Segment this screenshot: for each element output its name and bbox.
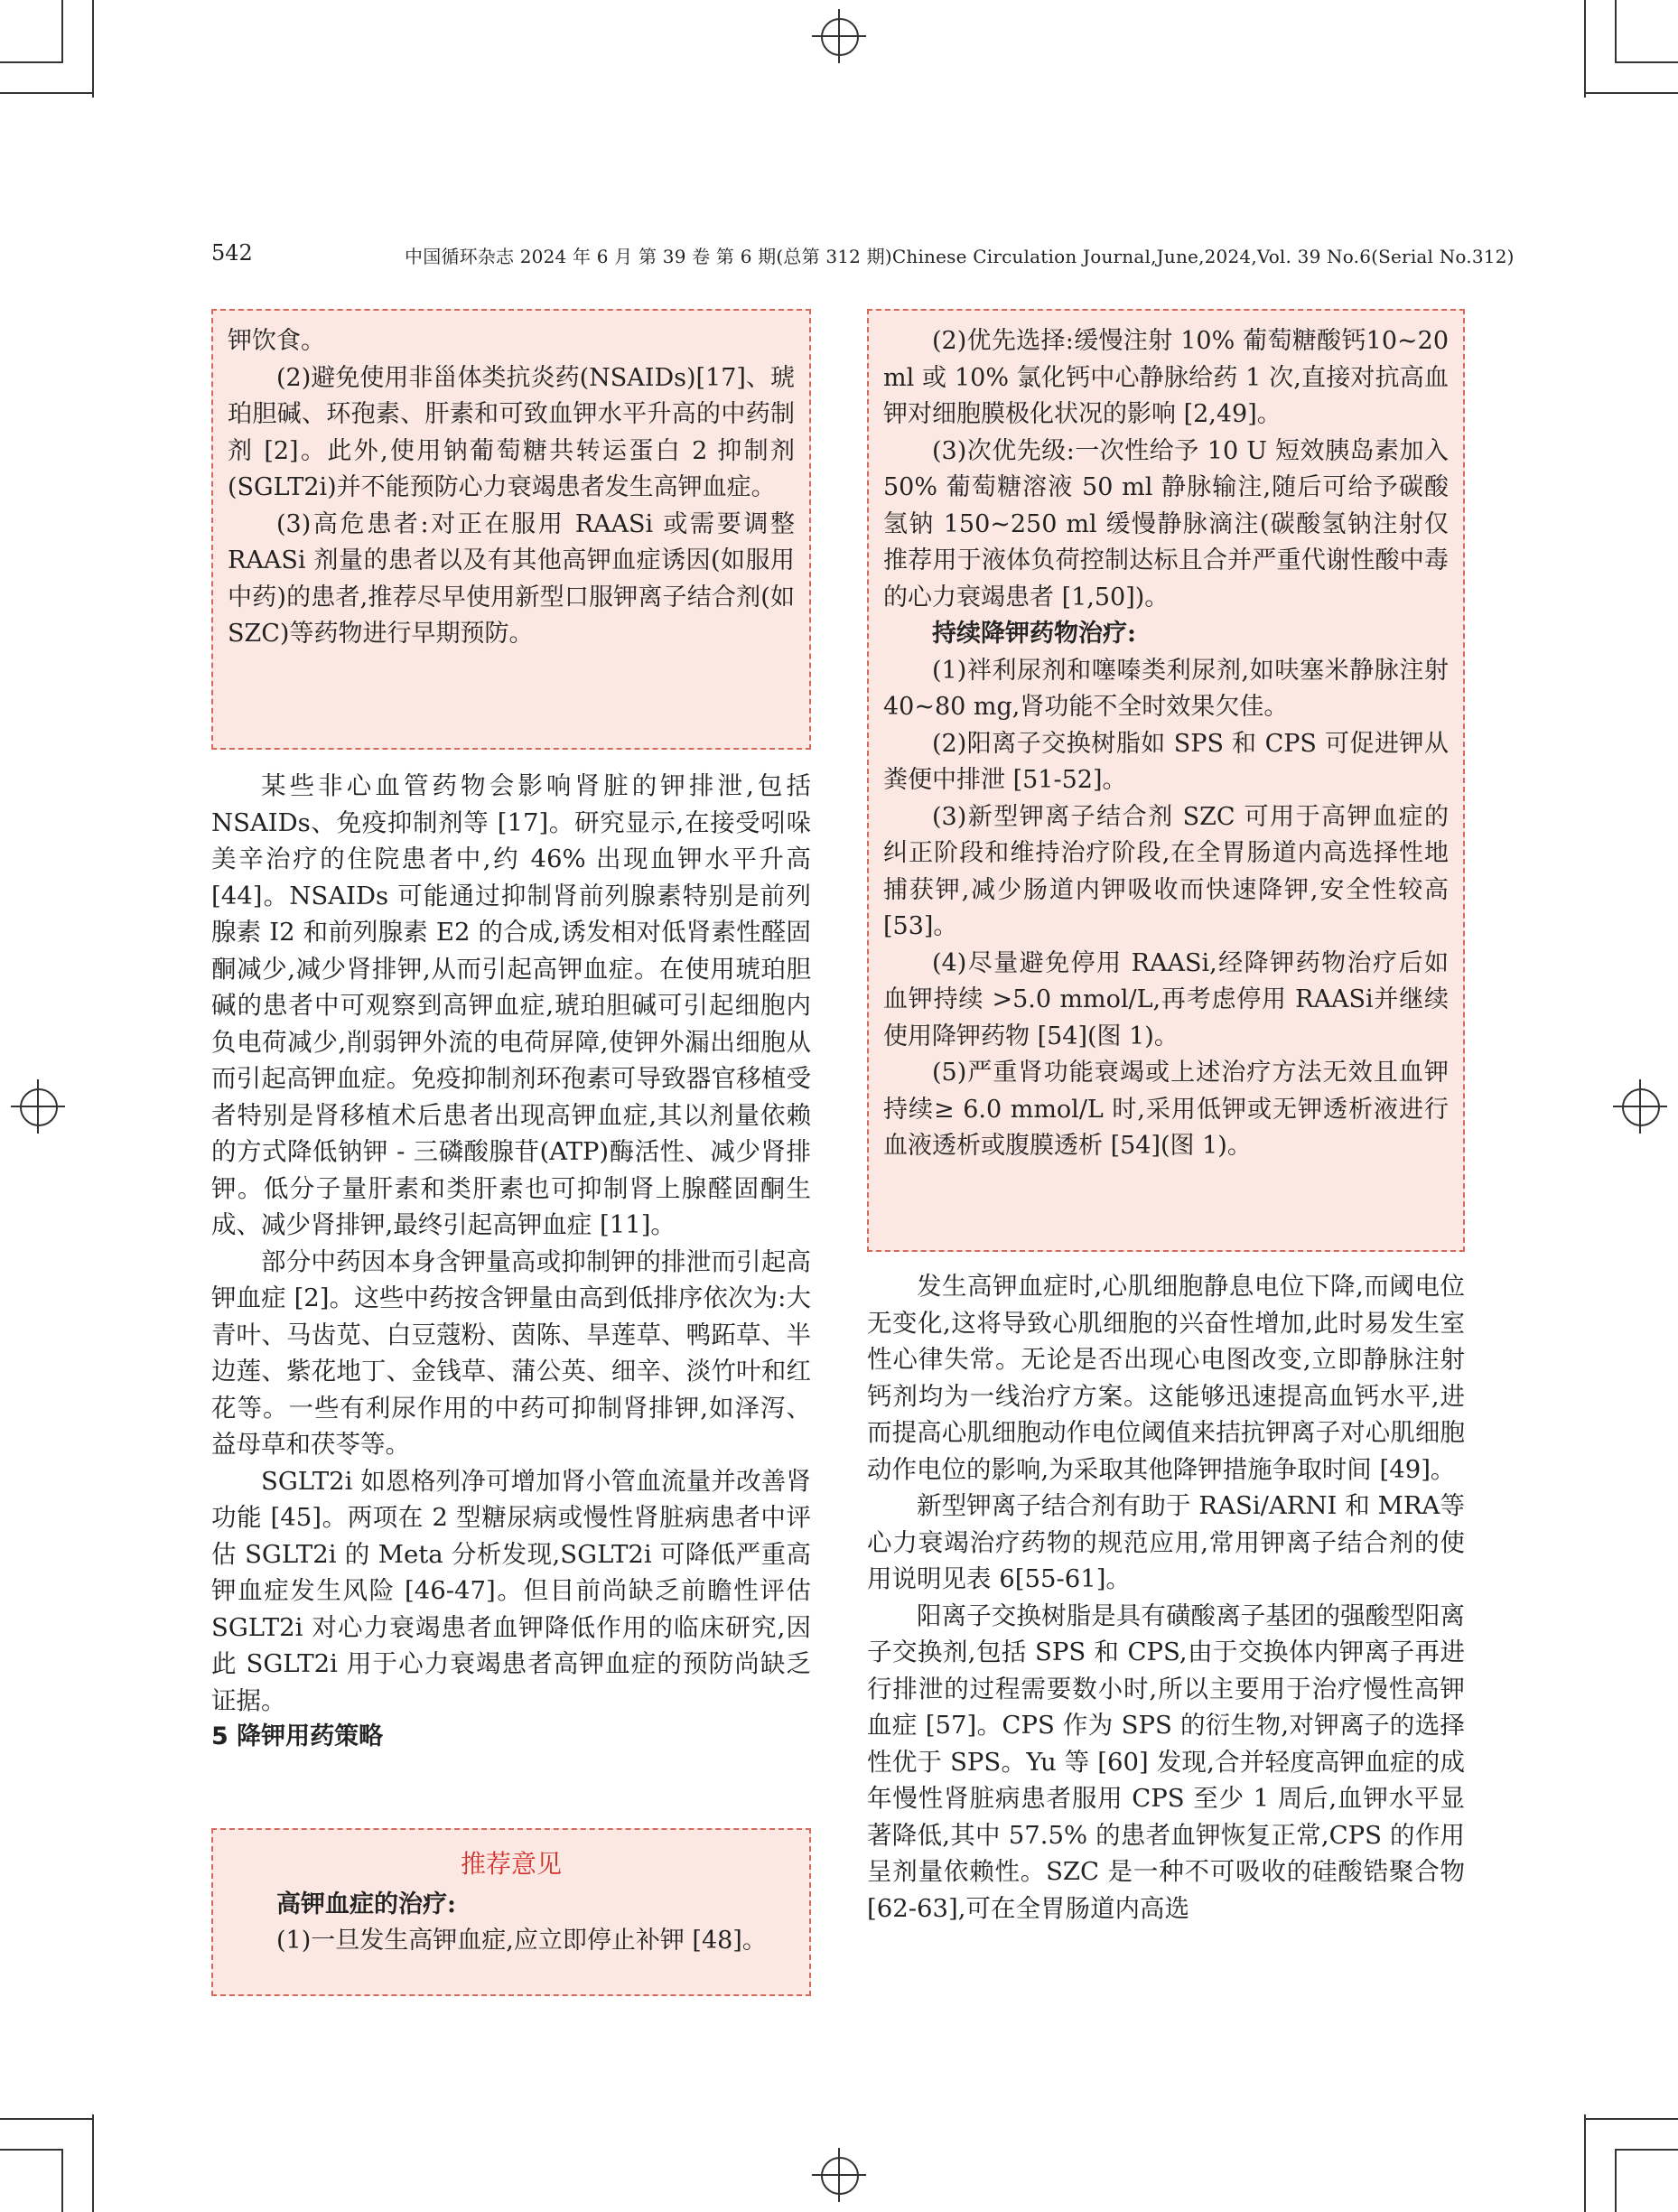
crop-mark bbox=[1584, 92, 1678, 94]
body-paragraph: 阳离子交换树脂是具有磺酸离子基团的强酸型阳离子交换剂,包括 SPS 和 CPS,由于交换体内钾离子再进行排泄的过程需要数小时,所以主要用于治疗慢性高钾血症 [57]。CPS 作为 SPS 的衍生物,对钾离子的选择性优于 SPS。Yu 等 [60] 发现,合并轻度高钾血症的成年慢性肾脏病患者服用 CPS 至少 1 周后,血钾水平显著降低,其中 57.5% 的患者血钾恢复正常,CPS 的作用呈剂量依赖性。SZC 是一种不可吸收的硅酸锆聚合物 [62-63],可在全胃肠道内高选 bbox=[867, 1601, 1465, 1923]
registration-mark-left bbox=[11, 1079, 65, 1134]
crop-mark bbox=[0, 61, 63, 63]
crop-mark bbox=[1584, 2118, 1678, 2120]
registration-mark-right bbox=[1613, 1079, 1667, 1134]
box-item: (2)避免使用非甾体类抗炎药(NSAIDs)[17]、琥珀胆碱、环孢素、肝素和可致血钾水平升高的中药制剂 [2]。此外,使用钠葡萄糖共转运蛋白 2 抑制剂(SGLT2i)并不能预防心力衰竭患者发生高钾血症。 bbox=[228, 363, 795, 501]
body-paragraph: 新型钾离子结合剂有助于 RASi/ARNI 和 MRA等心力衰竭治疗药物的规范应用,常用钾离子结合剂的使用说明见表 6[55-61]。 bbox=[867, 1491, 1465, 1593]
crop-mark bbox=[92, 0, 94, 98]
box-subtitle: 高钾血症的治疗: bbox=[276, 1890, 456, 1918]
section-heading: 5 降钾用药策略 bbox=[211, 1722, 384, 1750]
body-paragraph: 部分中药因本身含钾量高或抑制钾的排泄而引起高钾血症 [2]。这些中药按含钾量由高到低排序依次为:大青叶、马齿苋、白豆蔻粉、茵陈、旱莲草、鸭跖草、半边莲、紫花地丁、金钱草、蒲公英、细辛、淡竹叶和红花等。一些有利尿作用的中药可抑制肾排钾,如泽泻、益母草和茯苓等。 bbox=[211, 1246, 811, 1459]
body-paragraph: SGLT2i 如恩格列净可增加肾小管血流量并改善肾功能 [45]。两项在 2 型糖尿病或慢性肾脏病患者中评估 SGLT2i 的 Meta 分析发现,SGLT2i 可降低严重高钾血症发生风险 [46-47]。但目前尚缺乏前瞻性评估SGLT2i 对心力衰竭患者血钾降低作用的临床研究,因此 SGLT2i 用于心力衰竭患者高钾血症的预防尚缺乏证据。 bbox=[211, 1466, 811, 1715]
crop-mark bbox=[92, 2114, 94, 2212]
registration-mark-bottom bbox=[812, 2148, 866, 2202]
crop-mark bbox=[0, 2149, 63, 2151]
box-subtitle: 持续降钾药物治疗: bbox=[932, 620, 1136, 648]
page-number: 542 bbox=[211, 240, 253, 266]
right-column-body bbox=[867, 1268, 1465, 1927]
running-head: 中国循环杂志 2024 年 6 月 第 39 卷 第 6 期(总第 312 期)Chinese Circulation Journal,June,2024,Vol. 39 No.6(Serial No.312) bbox=[405, 246, 1515, 267]
body-paragraph: 某些非心血管药物会影响肾脏的钾排泄,包括NSAIDs、免疫抑制剂等 [17]。研究显示,在接受吲哚美辛治疗的住院患者中,约 46% 出现血钾水平升高 [44]。NSAIDs 可能通过抑制肾前列腺素特别是前列腺素 I2 和前列腺素 E2 的合成,诱发相对低肾素性醛固酮减少,减少肾排钾,从而引起高钾血症。在使用琥珀胆碱的患者中可观察到高钾血症,琥珀胆碱可引起细胞内负电荷减少,削弱钾外流的电荷屏障,使钾外漏出细胞从而引起高钾血症。免疫抑制剂环孢素可导致器官移植受者特别是肾移植术后患者出现高钾血症,其以剂量依赖的方式降低钠钾 - 三磷酸腺苷(ATP)酶活性、减少肾排钾。低分子量肝素和类肝素也可抑制肾上腺醛固酮生成、减少肾排钾,最终引起高钾血症 [11]。 bbox=[211, 771, 811, 1239]
crop-mark bbox=[1615, 2149, 1617, 2212]
box-item: (3)新型钾离子结合剂 SZC 可用于高钾血症的纠正阶段和维持治疗阶段,在全胃肠道内高选择性地捕获钾,减少肠道内钾吸收而快速降钾,安全性较高 [53]。 bbox=[883, 802, 1449, 940]
box-item: (4)尽量避免停用 RAASi,经降钾药物治疗后如血钾持续 >5.0 mmol/L,再考虑停用 RAASi并继续使用降钾药物 [54](图 1)。 bbox=[883, 948, 1449, 1050]
registration-mark-top bbox=[812, 9, 866, 63]
crop-mark bbox=[0, 2118, 94, 2120]
recommendation-box-continued bbox=[211, 309, 811, 750]
crop-mark bbox=[0, 92, 94, 94]
box-item: (2)优先选择:缓慢注射 10% 葡萄糖酸钙10~20 ml 或 10% 氯化钙中心静脉给药 1 次,直接对抗高血钾对细胞膜极化状况的影响 [2,49]。 bbox=[883, 327, 1449, 428]
left-column-body bbox=[211, 768, 811, 1756]
crop-mark bbox=[1584, 2114, 1586, 2212]
crop-mark bbox=[61, 2149, 63, 2212]
box-item: (3)高危患者:对正在服用 RAASi 或需要调整RAASi 剂量的患者以及有其他高钾血症诱因(如服用中药)的患者,推荐尽早使用新型口服钾离子结合剂(如 SZC)等药物进行早期预防。 bbox=[228, 509, 795, 648]
box-item: (2)阳离子交换树脂如 SPS 和 CPS 可促进钾从粪便中排泄 [51-52]。 bbox=[883, 729, 1449, 794]
crop-mark bbox=[1615, 61, 1678, 63]
box-text: 钾饮食。 bbox=[228, 327, 325, 355]
box-item: (5)严重肾功能衰竭或上述治疗方法无效且血钾持续≥ 6.0 mmol/L 时,采用低钾或无钾透析液进行血液透析或腹膜透析 [54](图 1)。 bbox=[883, 1059, 1449, 1160]
recommendation-box bbox=[211, 1828, 811, 1996]
crop-mark bbox=[1584, 0, 1586, 98]
box-item: (3)次优先级:一次性给予 10 U 短效胰岛素加入 50% 葡萄糖溶液 50 ml 静脉输注,随后可给予碳酸氢钠 150~250 ml 缓慢静脉滴注(碳酸氢钠注射仅推荐用于液体负荷控制达标且合并严重代谢性酸中毒的心力衰竭患者 [1,50])。 bbox=[883, 436, 1449, 611]
crop-mark bbox=[61, 0, 63, 63]
crop-mark bbox=[1615, 2149, 1678, 2151]
recommendation-box-continued-right bbox=[867, 309, 1465, 1252]
crop-mark bbox=[1615, 0, 1617, 63]
recommendation-title: 推荐意见 bbox=[460, 1849, 562, 1879]
box-item: (1)袢利尿剂和噻嗪类利尿剂,如呋塞米静脉注射 40~80 mg,肾功能不全时效果欠佳。 bbox=[883, 656, 1449, 721]
body-paragraph: 发生高钾血症时,心肌细胞静息电位下降,而阈电位无变化,这将导致心肌细胞的兴奋性增加,此时易发生室性心律失常。无论是否出现心电图改变,立即静脉注射钙剂均为一线治疗方案。这能够迅速提高血钙水平,进而提高心肌细胞动作电位阈值来拮抗钾离子对心肌细胞动作电位的影响,为采取其他降钾措施争取时间 [49]。 bbox=[867, 1272, 1465, 1484]
box-item: (1)一旦发生高钾血症,应立即停止补钾 [48]。 bbox=[276, 1927, 767, 1955]
